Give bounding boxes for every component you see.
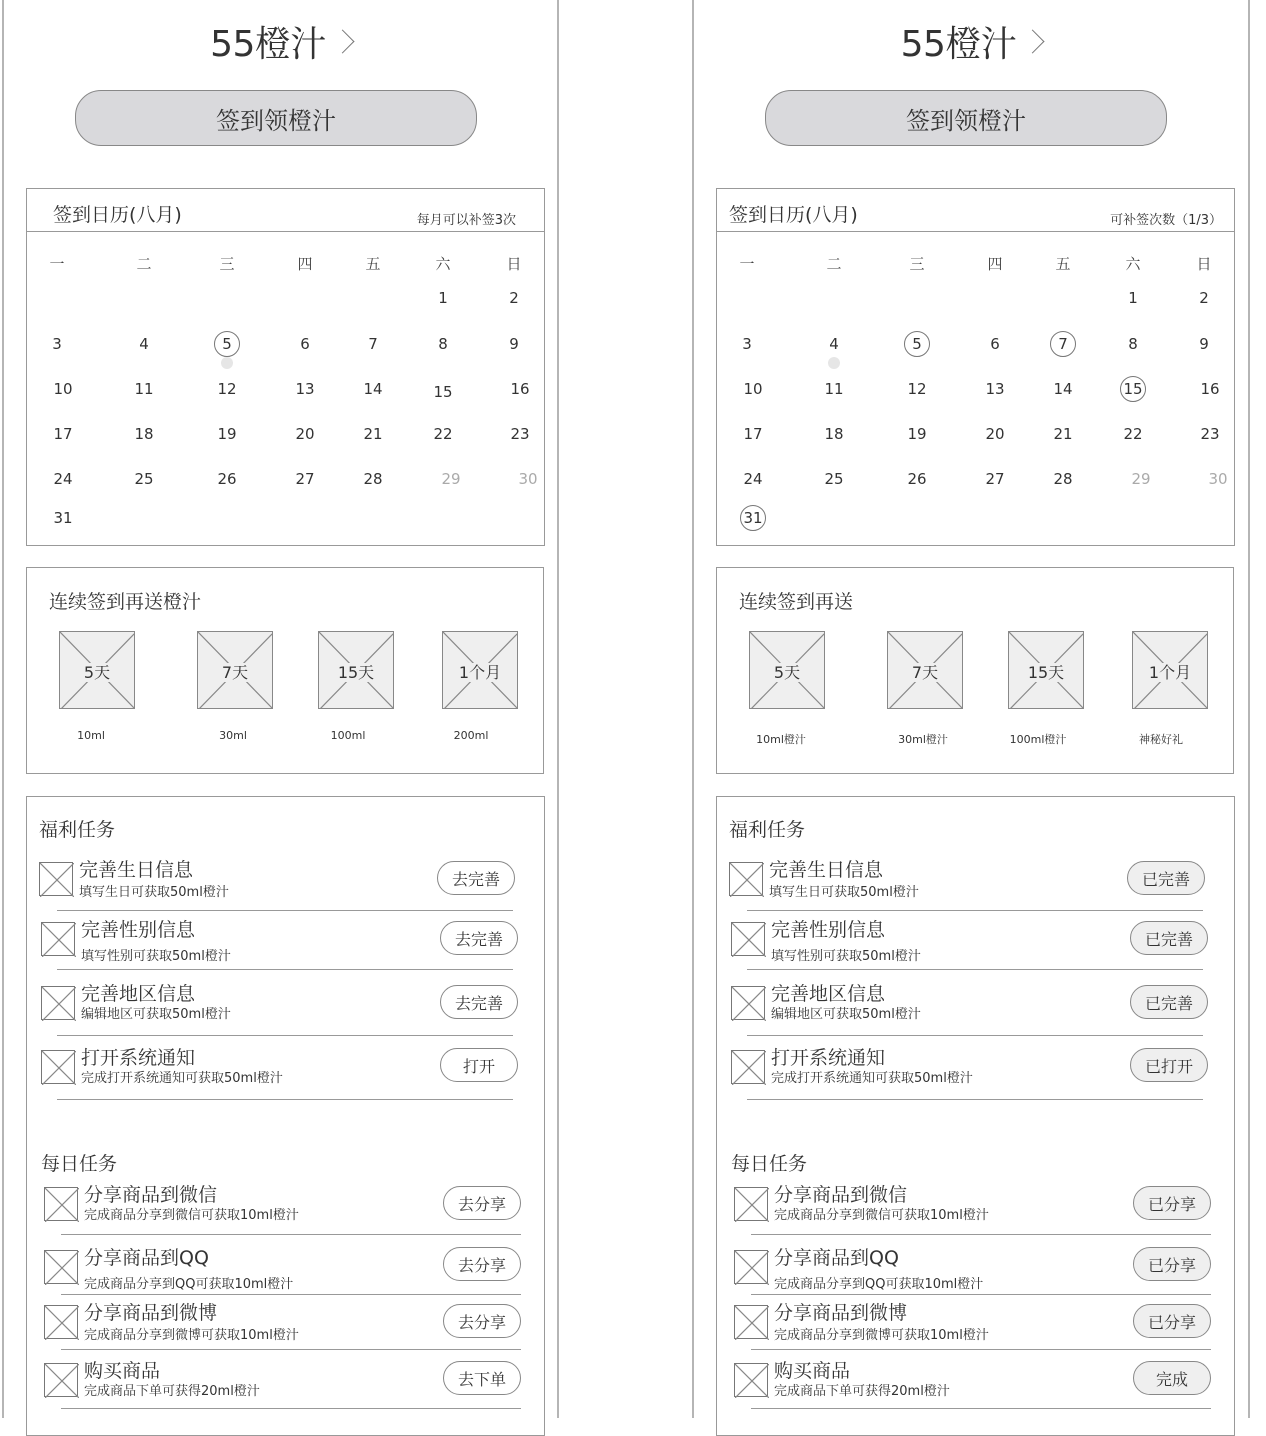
reward-amount: 30ml橙汁 [898,733,948,746]
task-image-placeholder [41,1050,75,1084]
task-description: 完成商品分享到微信可获取10ml橙汁 [774,1208,989,1223]
task-description: 编辑地区可获取50ml橙汁 [81,1007,231,1022]
calendar-day-22[interactable]: 22 [433,425,453,443]
reward-image-placeholder [318,631,394,709]
task-completed-button[interactable]: 已完善 [1127,861,1205,895]
task-description: 完成打开系统通知可获取50ml橙汁 [81,1071,283,1086]
task-completed-button[interactable]: 已完善 [1130,985,1208,1019]
task-divider [57,1035,513,1036]
task-image-placeholder [734,1305,768,1339]
calendar-day-28[interactable]: 28 [1053,470,1073,488]
calendar-day-22[interactable]: 22 [1123,425,1143,443]
task-description: 填写性别可获取50ml橙汁 [81,949,231,964]
weekday-label: 六 [1125,255,1141,273]
screen-right [692,0,1250,1418]
weekday-label: 三 [909,255,925,273]
task-name: 完善地区信息 [771,983,886,1005]
calendar-day-17[interactable]: 17 [743,425,763,443]
calendar-day-14[interactable]: 14 [1053,380,1073,398]
task-divider [61,1408,521,1409]
calendar-day-18[interactable]: 18 [134,425,154,443]
calendar-day-5[interactable]: 5 [904,331,930,357]
calendar-day-18[interactable]: 18 [824,425,844,443]
task-completed-button[interactable]: 完成 [1133,1361,1211,1395]
task-divider [747,1035,1203,1036]
task-image-placeholder [731,1050,765,1084]
task-image-placeholder [44,1250,78,1284]
task-name: 分享商品到微博 [774,1302,908,1324]
calendar-day-23[interactable]: 23 [510,425,530,443]
task-name: 打开系统通知 [771,1047,886,1069]
daily-tasks-title: 每日任务 [731,1153,808,1175]
calendar-day-31[interactable]: 31 [53,509,73,527]
streak-title: 连续签到再送 [739,591,854,613]
task-image-placeholder [734,1187,768,1221]
calendar-day-3[interactable]: 3 [52,335,62,353]
calendar-day-4[interactable]: 4 [139,335,149,353]
weekday-label: 一 [49,255,65,273]
task-image-placeholder [44,1363,78,1397]
task-divider [747,1099,1203,1100]
task-name: 分享商品到微博 [84,1302,218,1324]
task-name: 分享商品到QQ [774,1247,899,1269]
calendar-day-25[interactable]: 25 [824,470,844,488]
calendar-day-23[interactable]: 23 [1200,425,1220,443]
task-image-placeholder [44,1305,78,1339]
streak-rewards-card [26,567,544,774]
task-action-button[interactable]: 去分享 [443,1304,521,1338]
calendar-day-5[interactable]: 5 [214,331,240,357]
calendar-day-8[interactable]: 8 [438,335,448,353]
calendar-day-15[interactable]: 15 [1120,376,1146,402]
calendar-day-3[interactable]: 3 [742,335,752,353]
calendar-day-16[interactable]: 16 [510,380,530,398]
streak-title: 连续签到再送橙汁 [49,591,202,613]
daily-tasks-title: 每日任务 [41,1153,118,1175]
calendar-day-20[interactable]: 20 [985,425,1005,443]
signin-calendar [26,188,545,546]
balance-value: 55橙汁 [900,24,1017,65]
calendar-day-1[interactable]: 1 [438,289,448,307]
task-action-button[interactable]: 去分享 [443,1186,521,1220]
calendar-day-9[interactable]: 9 [1199,335,1209,353]
weekday-label: 日 [1196,255,1212,273]
task-name: 打开系统通知 [81,1047,196,1069]
chevron-right-icon [330,29,354,53]
calendar-day-28[interactable]: 28 [363,470,383,488]
task-description: 填写生日可获取50ml橙汁 [79,885,229,900]
task-description: 填写性别可获取50ml橙汁 [771,949,921,964]
task-description: 完成商品下单可获得20ml橙汁 [774,1384,950,1399]
weekday-label: 五 [365,255,381,273]
calendar-day-16[interactable]: 16 [1200,380,1220,398]
calendar-day-19[interactable]: 19 [217,425,237,443]
task-action-button[interactable]: 去完善 [440,921,518,955]
juice-balance[interactable] [694,16,1248,67]
reward-image-placeholder [887,631,963,709]
reward-image-placeholder [749,631,825,709]
signed-check-icon [221,357,233,369]
task-action-button[interactable]: 去下单 [443,1361,521,1395]
weekday-label: 二 [136,255,152,273]
task-image-placeholder [734,1250,768,1284]
task-divider [751,1408,1211,1409]
task-image-placeholder [41,922,75,956]
task-divider [57,969,513,970]
juice-balance[interactable] [4,16,557,67]
calendar-day-17[interactable]: 17 [53,425,73,443]
calendar-day-15[interactable]: 15 [433,383,453,401]
task-name: 完善地区信息 [81,983,196,1005]
reward-day-label: 15天 [1027,663,1065,682]
signin-calendar [716,188,1235,546]
task-description: 完成商品分享到QQ可获取10ml橙汁 [84,1277,294,1292]
calendar-day-27[interactable]: 27 [985,470,1005,488]
task-image-placeholder [41,986,75,1020]
weekday-label: 四 [987,255,1003,273]
reward-day-label: 5天 [83,663,111,682]
task-name: 购买商品 [84,1360,161,1382]
reward-image-placeholder [442,631,518,709]
calendar-day-1[interactable]: 1 [1128,289,1138,307]
task-image-placeholder [734,1363,768,1397]
task-completed-button[interactable]: 已分享 [1133,1186,1211,1220]
calendar-day-11[interactable]: 11 [824,380,844,398]
task-image-placeholder [44,1187,78,1221]
task-description: 完成商品分享到微博可获取10ml橙汁 [84,1328,299,1343]
task-divider [747,910,1203,911]
reward-day-label: 1个月 [1148,663,1192,682]
task-completed-button[interactable]: 已打开 [1130,1048,1208,1082]
calendar-day-29[interactable]: 29 [1131,470,1151,488]
task-name: 购买商品 [774,1360,851,1382]
task-divider [747,969,1203,970]
tasks-card [26,796,545,1436]
task-name: 分享商品到微信 [774,1184,908,1206]
calendar-title: 签到日历(八月) [53,204,182,226]
calendar-day-8[interactable]: 8 [1128,335,1138,353]
makeup-signin-count: 可补签次数（1/3） [1110,213,1222,228]
calendar-day-10[interactable]: 10 [743,380,763,398]
calendar-day-26[interactable]: 26 [217,470,237,488]
reward-amount: 200ml [453,729,489,742]
task-action-button[interactable]: 打开 [440,1048,518,1082]
task-image-placeholder [729,862,763,896]
task-divider [57,910,513,911]
task-name: 完善性别信息 [771,919,886,941]
task-name: 完善生日信息 [79,859,194,881]
chevron-right-icon [1021,29,1045,53]
task-image-placeholder [731,986,765,1020]
calendar-day-9[interactable]: 9 [509,335,519,353]
reward-image-placeholder [1132,631,1208,709]
calendar-day-30[interactable]: 30 [1208,470,1228,488]
task-completed-button[interactable]: 已完善 [1130,921,1208,955]
weekday-label: 一 [739,255,755,273]
calendar-day-11[interactable]: 11 [134,380,154,398]
task-image-placeholder [39,862,73,896]
task-name: 完善生日信息 [769,859,884,881]
reward-amount: 10ml橙汁 [756,733,806,746]
calendar-day-13[interactable]: 13 [295,380,315,398]
task-description: 完成打开系统通知可获取50ml橙汁 [771,1071,973,1086]
task-divider [61,1349,521,1350]
weekday-label: 二 [826,255,842,273]
calendar-day-4[interactable]: 4 [829,335,839,353]
reward-day-label: 7天 [221,663,249,682]
calendar-day-12[interactable]: 12 [217,380,237,398]
calendar-day-14[interactable]: 14 [363,380,383,398]
task-description: 填写生日可获取50ml橙汁 [769,885,919,900]
tasks-card [716,796,1235,1436]
calendar-day-2[interactable]: 2 [509,289,519,307]
calendar-day-27[interactable]: 27 [295,470,315,488]
reward-image-placeholder [197,631,273,709]
task-action-button[interactable]: 去完善 [437,861,515,895]
task-description: 完成商品分享到微信可获取10ml橙汁 [84,1208,299,1223]
reward-amount: 30ml [219,729,247,742]
welfare-tasks-title: 福利任务 [729,819,806,841]
reward-day-label: 1个月 [458,663,502,682]
calendar-day-29[interactable]: 29 [441,470,461,488]
calendar-day-19[interactable]: 19 [907,425,927,443]
calendar-day-7[interactable]: 7 [1050,331,1076,357]
reward-amount: 100ml橙汁 [1009,733,1067,746]
calendar-header [717,189,1234,232]
makeup-signin-note: 每月可以补签3次 [416,213,516,228]
reward-amount: 10ml [77,729,105,742]
calendar-title: 签到日历(八月) [729,204,858,226]
streak-rewards-card [716,567,1234,774]
task-action-button[interactable]: 去分享 [443,1247,521,1281]
reward-amount: 100ml [330,729,366,742]
task-image-placeholder [731,922,765,956]
calendar-day-26[interactable]: 26 [907,470,927,488]
task-divider [61,1234,521,1235]
calendar-day-21[interactable]: 21 [363,425,383,443]
weekday-label: 日 [506,255,522,273]
task-description: 完成商品下单可获得20ml橙汁 [84,1384,260,1399]
task-divider [57,1099,513,1100]
calendar-day-7[interactable]: 7 [368,335,378,353]
balance-value: 55橙汁 [210,24,326,65]
calendar-day-25[interactable]: 25 [134,470,154,488]
screen-left [2,0,559,1418]
calendar-day-24[interactable]: 24 [743,470,763,488]
reward-amount: 神秘好礼 [1139,733,1183,746]
calendar-day-10[interactable]: 10 [53,380,73,398]
task-name: 分享商品到微信 [84,1184,218,1206]
weekday-label: 三 [219,255,235,273]
calendar-day-12[interactable]: 12 [907,380,927,398]
task-completed-button[interactable]: 已分享 [1133,1304,1211,1338]
reward-image-placeholder [59,631,135,709]
reward-day-label: 7天 [911,663,939,682]
task-description: 完成商品分享到QQ可获取10ml橙汁 [774,1277,984,1292]
task-completed-button[interactable]: 已分享 [1133,1247,1211,1281]
calendar-header [27,189,544,232]
calendar-day-30[interactable]: 30 [518,470,538,488]
signin-button[interactable]: 签到领橙汁 [765,90,1167,146]
reward-day-label: 5天 [773,663,801,682]
calendar-day-2[interactable]: 2 [1199,289,1209,307]
reward-image-placeholder [1008,631,1084,709]
calendar-day-6[interactable]: 6 [990,335,1000,353]
task-name: 分享商品到QQ [84,1247,209,1269]
calendar-day-13[interactable]: 13 [985,380,1005,398]
weekday-label: 五 [1055,255,1071,273]
task-name: 完善性别信息 [81,919,196,941]
signin-button[interactable]: 签到领橙汁 [75,90,477,146]
task-action-button[interactable]: 去完善 [440,985,518,1019]
calendar-day-21[interactable]: 21 [1053,425,1073,443]
calendar-day-6[interactable]: 6 [300,335,310,353]
task-divider [751,1349,1211,1350]
weekday-label: 六 [435,255,451,273]
signed-check-icon [828,357,840,369]
task-description: 完成商品分享到微博可获取10ml橙汁 [774,1328,989,1343]
welfare-tasks-title: 福利任务 [39,819,116,841]
weekday-label: 四 [297,255,313,273]
calendar-day-24[interactable]: 24 [53,470,73,488]
task-divider [61,1294,521,1295]
calendar-day-20[interactable]: 20 [295,425,315,443]
calendar-day-31[interactable]: 31 [740,505,766,531]
reward-day-label: 15天 [337,663,375,682]
task-description: 编辑地区可获取50ml橙汁 [771,1007,921,1022]
task-divider [751,1294,1211,1295]
task-divider [751,1234,1211,1235]
